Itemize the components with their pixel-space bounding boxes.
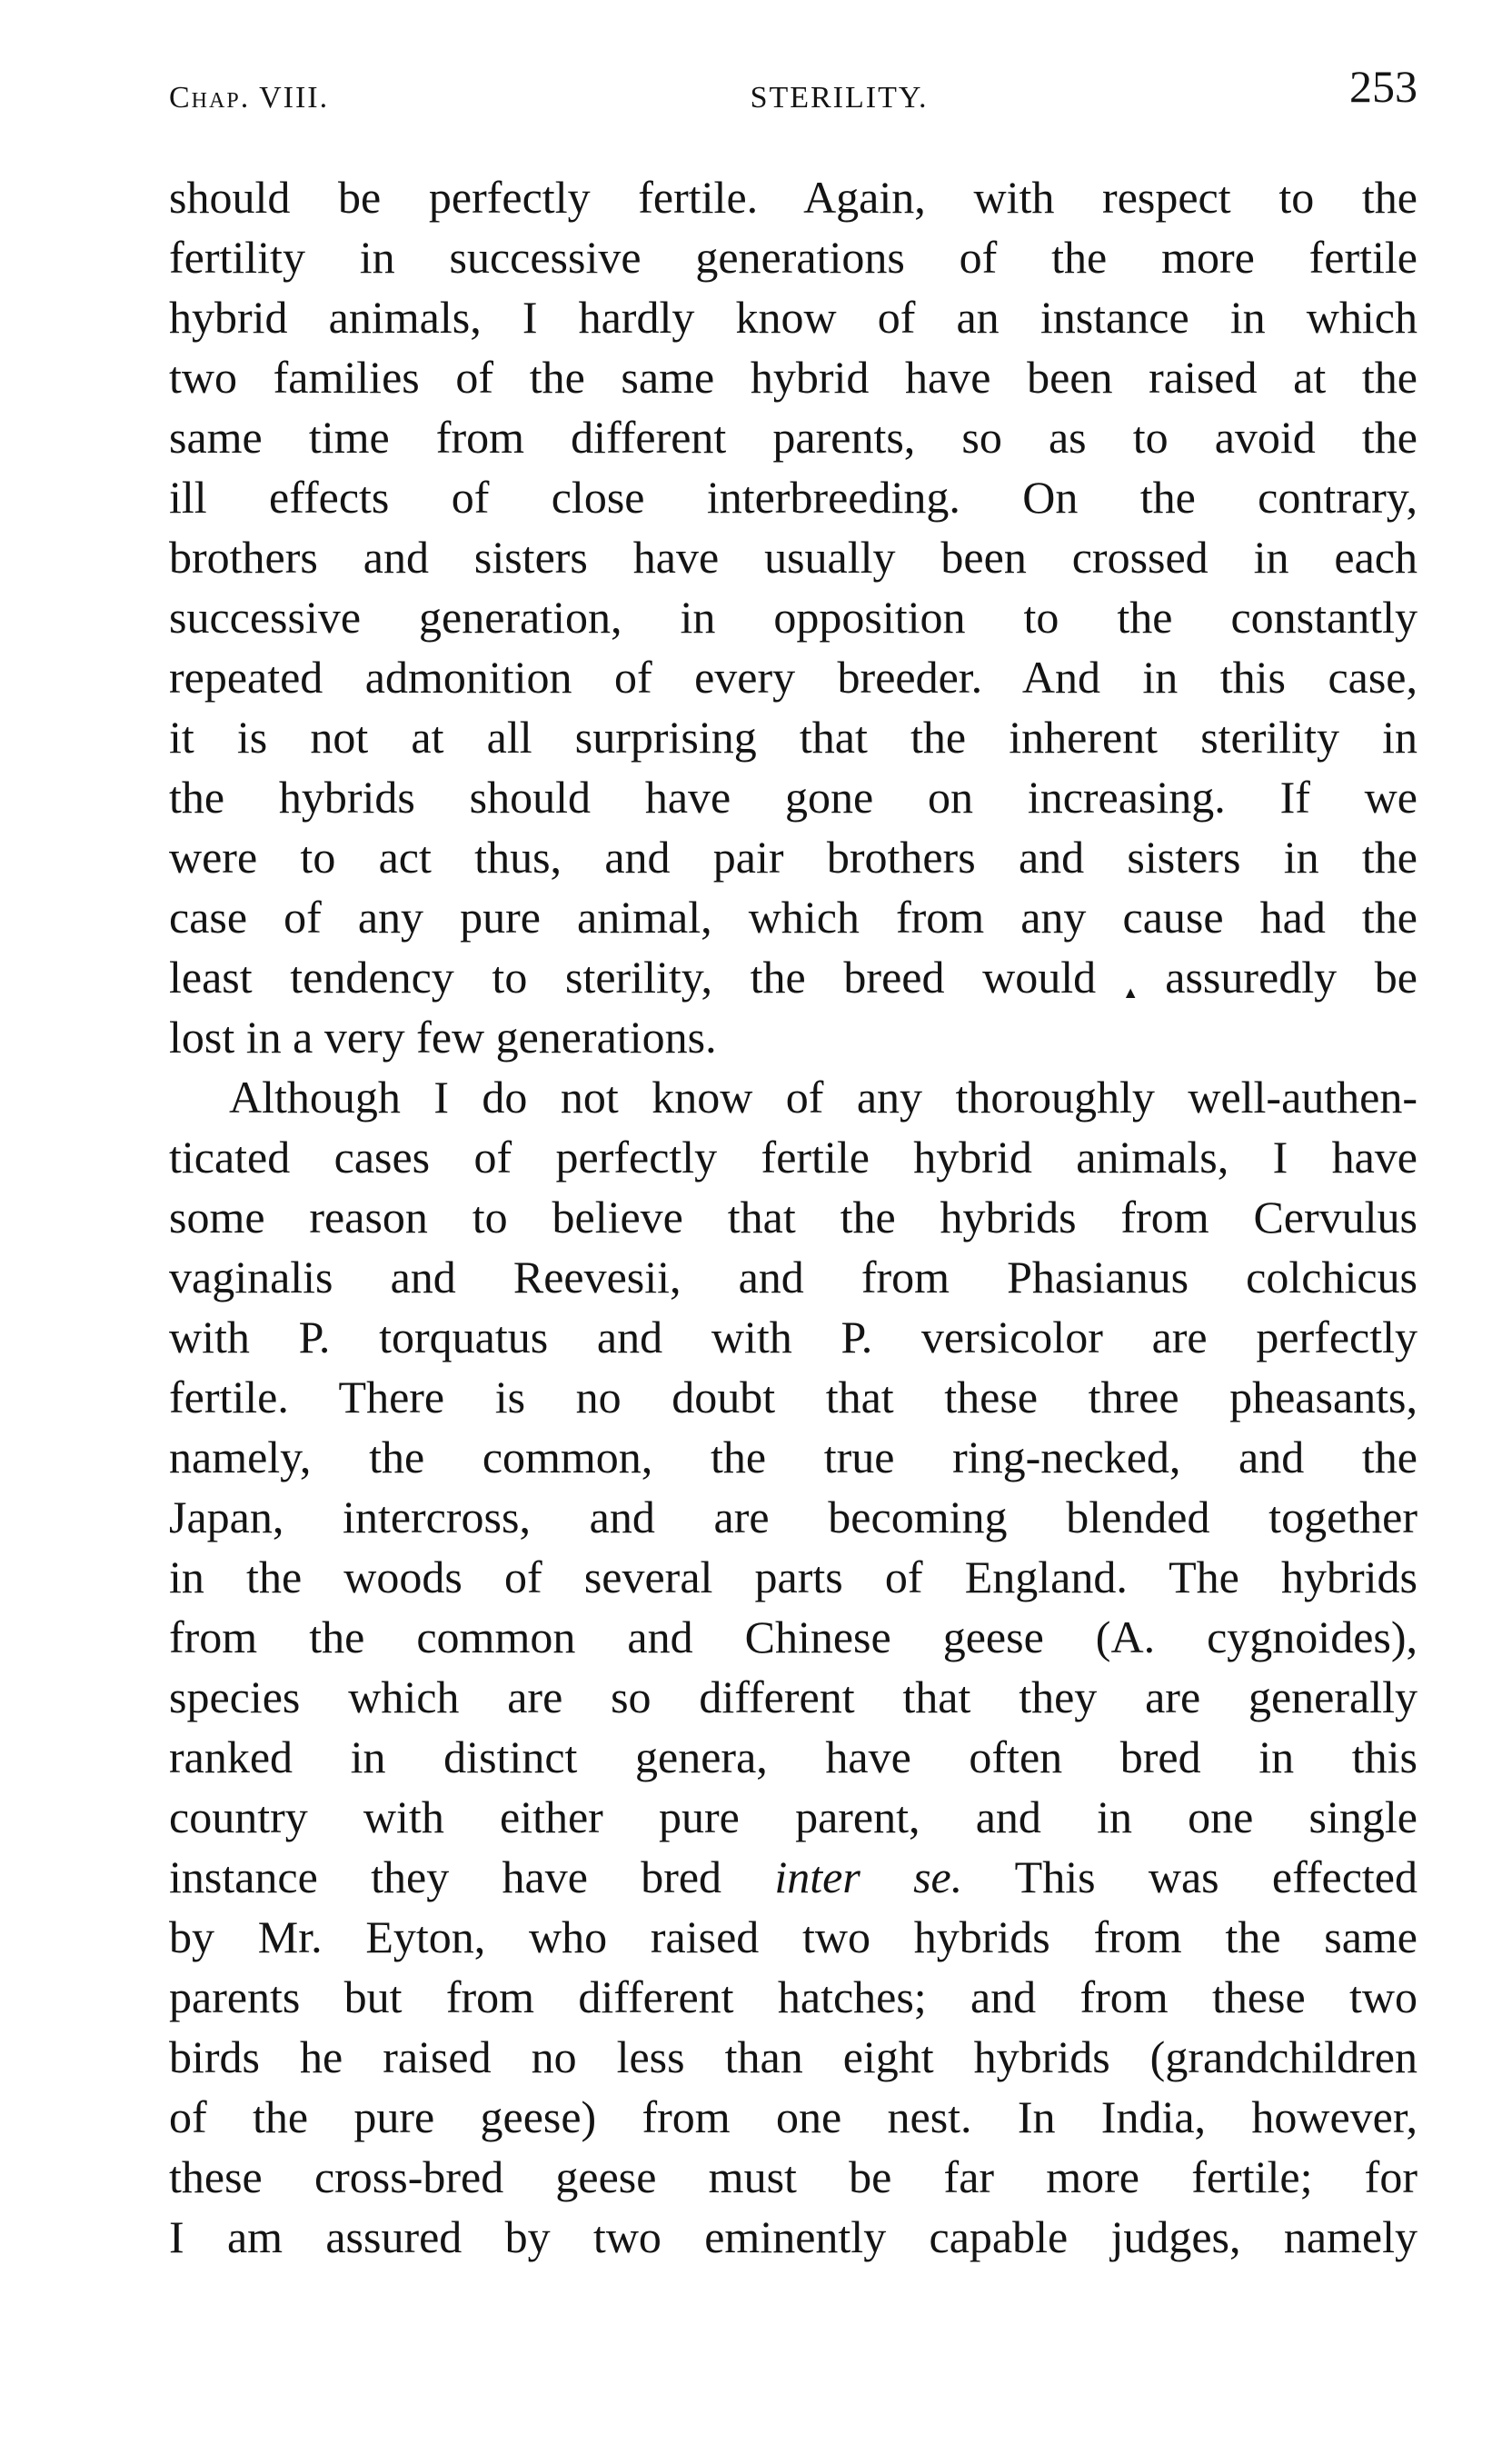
text-line-with-mark bbox=[169, 947, 1418, 1007]
text-line: of the pure geese) from one nest. In India, however, bbox=[169, 2091, 1418, 2142]
text-line: brothers and sisters have usually been crossed in each bbox=[169, 532, 1418, 583]
text-line-with-italic bbox=[169, 1847, 1418, 1907]
text-line: two families of the same hybrid have been raised at the bbox=[169, 352, 1418, 403]
text-line: namely, the common, the true ring-necked, and the bbox=[169, 1432, 1418, 1482]
text-line: I am assured by two eminently capable judges, namely bbox=[169, 2211, 1418, 2262]
text-line: fertility in successive generations of the more fertile bbox=[169, 232, 1418, 283]
text-line: Although I do not know of any thoroughly well-authen- bbox=[229, 1072, 1418, 1123]
text-line: these cross-bred geese must be far more fertile; for bbox=[169, 2151, 1418, 2202]
text-line: with P. torquatus and with P. versicolor are perfectly bbox=[169, 1312, 1418, 1362]
text-line: ticated cases of perfectly fertile hybrid animals, I have bbox=[169, 1132, 1418, 1183]
text-line: should be perfectly fertile. Again, with respect to the bbox=[169, 172, 1418, 223]
text-line: repeated admonition of every breeder. And in this case, bbox=[169, 652, 1418, 703]
text-line: ill effects of close interbreeding. On the contrary, bbox=[169, 472, 1418, 523]
chapter-label: Chap. VIII. bbox=[169, 81, 330, 115]
text-line: species which are so different that they are generally bbox=[169, 1672, 1418, 1722]
body-text bbox=[169, 167, 1418, 2267]
text-line: fertile. There is no doubt that these three pheasants, bbox=[169, 1372, 1418, 1422]
text-line: by Mr. Eyton, who raised two hybrids from the same bbox=[169, 1911, 1418, 1962]
text-line: country with either pure parent, and in one single bbox=[169, 1791, 1418, 1842]
text-segment: This was effected bbox=[962, 1851, 1418, 1902]
document-page bbox=[169, 55, 1418, 2267]
text-line: some reason to believe that the hybrids from Cervulus bbox=[169, 1192, 1418, 1242]
text-line: same time from different parents, so as to avoid the bbox=[169, 412, 1418, 463]
text-line: lost in a very few generations. bbox=[169, 1012, 717, 1063]
text-line: case of any pure animal, which from any cause had the bbox=[169, 892, 1418, 943]
caret-mark-icon: ▲ bbox=[1096, 983, 1166, 1002]
page-number: 253 bbox=[1349, 61, 1418, 112]
text-line: were to act thus, and pair brothers and sisters in the bbox=[169, 832, 1418, 883]
text-line: from the common and Chinese geese (A. cygnoides), bbox=[169, 1612, 1418, 1662]
text-line: ranked in distinct genera, have often bred in this bbox=[169, 1731, 1418, 1782]
text-segment: least tendency to sterility, the breed would bbox=[169, 952, 1097, 1003]
text-line: vaginalis and Reevesii, and from Phasianus colchicus bbox=[169, 1252, 1418, 1302]
text-line: birds he raised no less than eight hybrids (grandchildren bbox=[169, 2031, 1418, 2082]
text-line: it is not at all surprising that the inherent sterility in bbox=[169, 712, 1418, 763]
text-line: hybrid animals, I hardly know of an instance in which bbox=[169, 292, 1418, 343]
text-line: Japan, intercross, and are becoming blended together bbox=[169, 1492, 1418, 1542]
text-line: successive generation, in opposition to the constantly bbox=[169, 592, 1418, 643]
text-segment: instance they have bred bbox=[169, 1851, 775, 1902]
text-line: the hybrids should have gone on increasing. If we bbox=[169, 772, 1418, 823]
text-segment: assuredly be bbox=[1165, 952, 1418, 1003]
text-line: parents but from different hatches; and from these two bbox=[169, 1971, 1418, 2022]
running-header bbox=[169, 55, 1418, 127]
italic-phrase: inter se. bbox=[774, 1851, 963, 1902]
running-title: STERILITY. bbox=[750, 81, 929, 115]
text-line: in the woods of several parts of England. The hybrids bbox=[169, 1552, 1418, 1602]
